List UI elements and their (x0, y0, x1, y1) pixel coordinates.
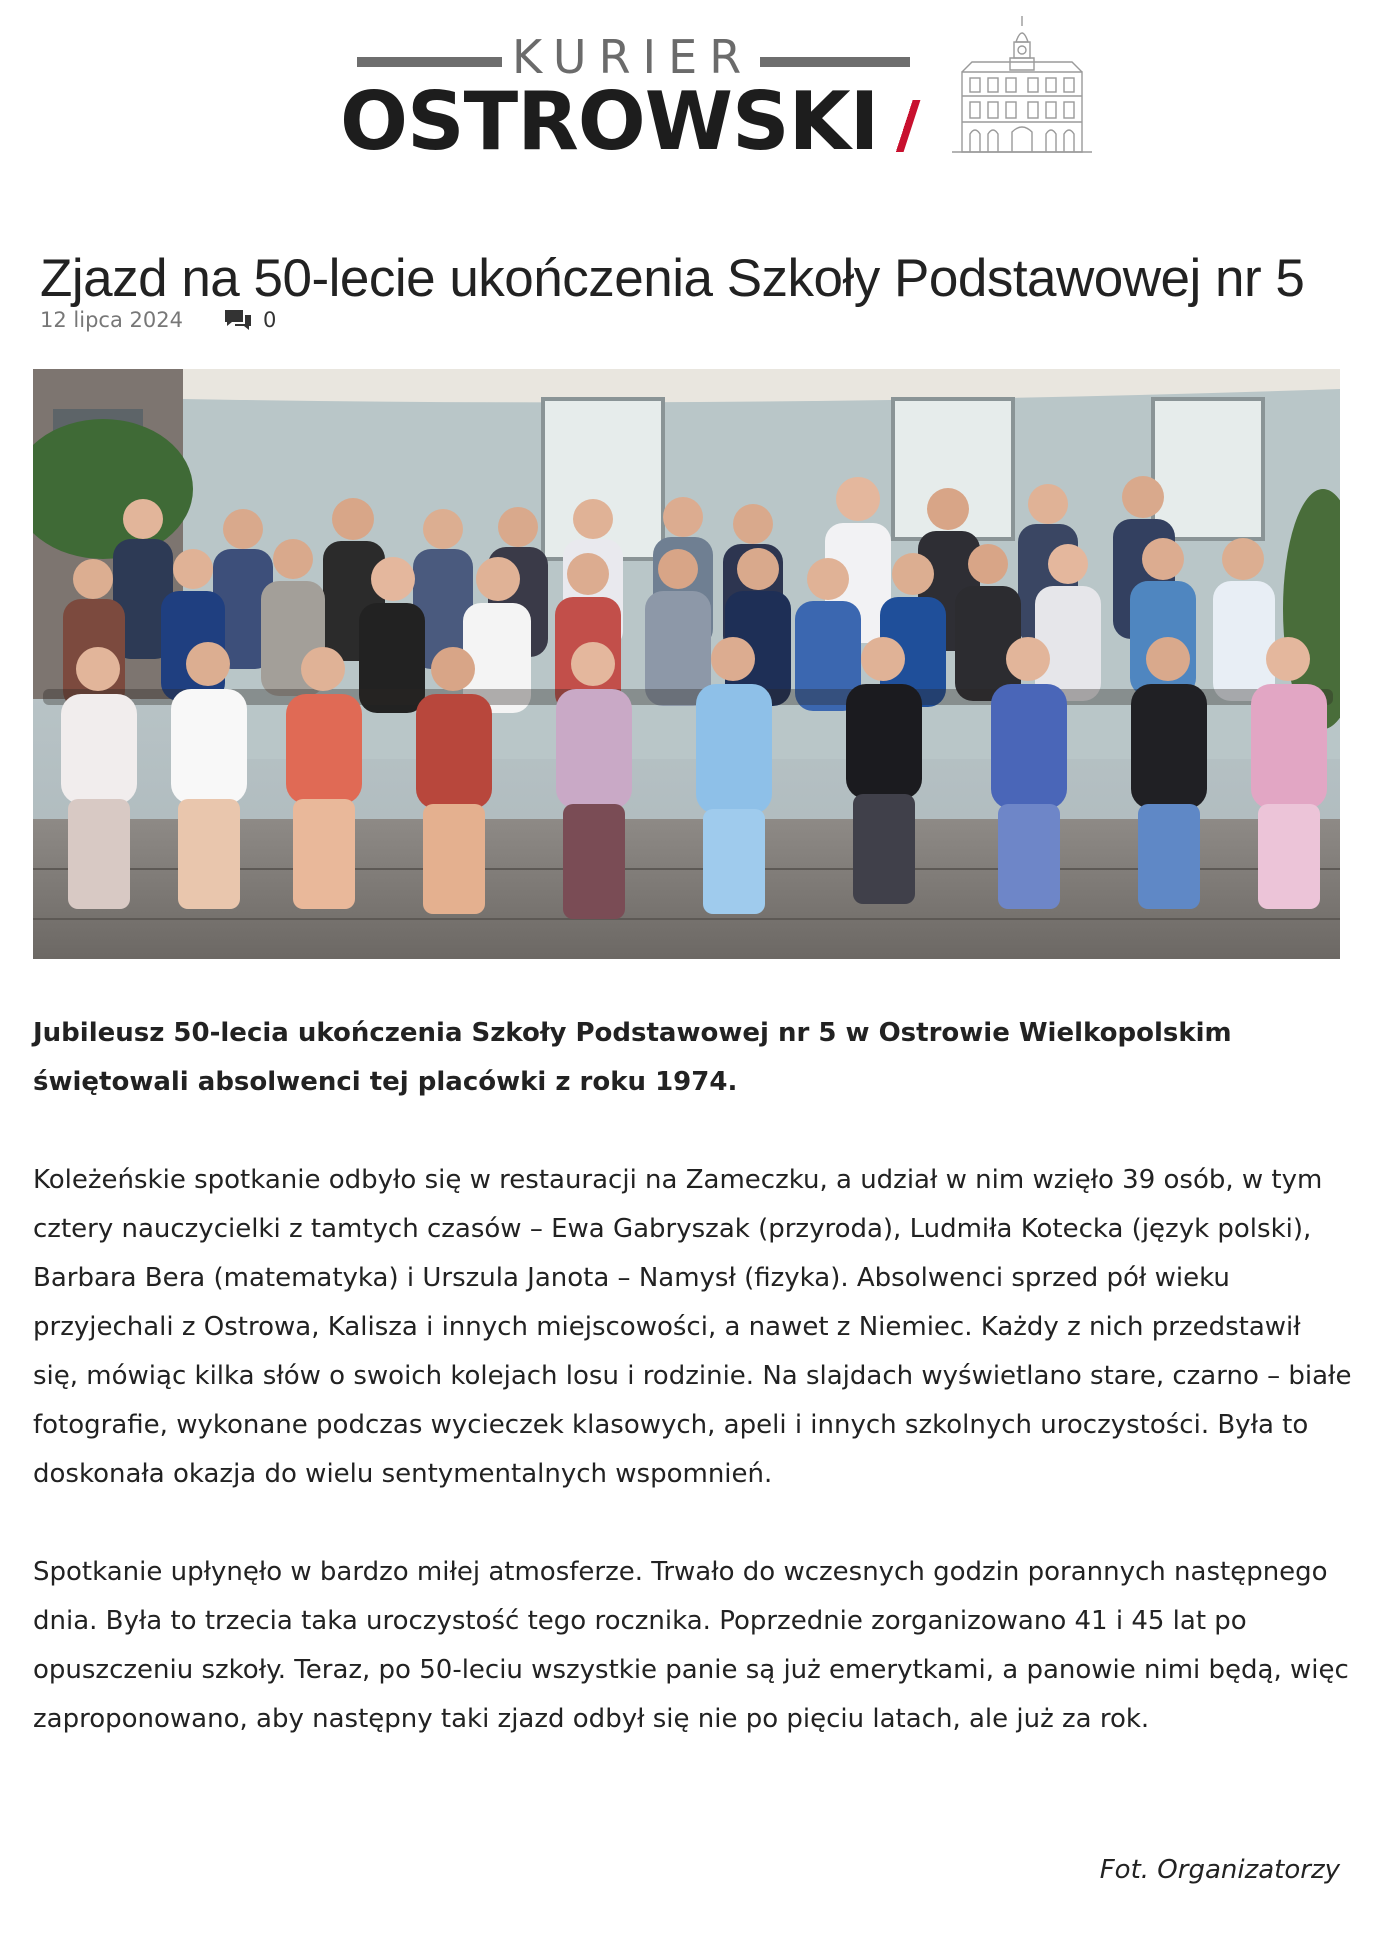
photo-credit: Fot. Organizatorzy (1099, 1855, 1340, 1885)
logo-ostrowski-text: OSTROWSKI (340, 75, 879, 168)
group-photo-image (33, 369, 1340, 959)
article-paragraph-2: Spotkanie upłynęło w bardzo miłej atmosferze. Trwało do wczesnych godzin porannych następnego dnia. Była to trzecia taka uroczystość tego rocznika. Poprzednie zorganizowano 41 i 45 lat po opuszczeniu szkoły. Teraz, po 50-leciu wszystkie panie są już emerytkami, a panowie nimi będą, więc zaproponowano, aby następny taki zjazd odbył się nie po pięciu latach, ale już za rok. (33, 1557, 1349, 1734)
masthead[interactable] (0, 0, 1373, 170)
masthead-rule-right (760, 57, 910, 67)
group-photo (33, 369, 1340, 959)
article-title: Zjazd na 50-lecie ukończenia Szkoły Podstawowej nr 5 (40, 248, 1305, 308)
article-paragraph-1: Koleżeńskie spotkanie odbyło się w restauracji na Zameczku, a udział w nim wzięło 39 osób, w tym cztery nauczycielki z tamtych czasów – Ewa Gabryszak (przyroda), Ludmiła Kotecka (język polski), Barbara Bera (matematyka) i Urszula Janota – Namysł (fizyka). Absolwenci sprzed pół wieku przyjechali z Ostrowa, Kalisza i innych miejscowości, a nawet z Niemiec. Każdy z nich przedstawił się, mówiąc kilka słów o swoich kolejach losu i rodzinie. Na slajdach wyświetlano stare, czarno – białe fotografie, wykonane podczas wycieczek klasowych, apeli i innych szkolnych uroczystości. Była to doskonała okazja do wielu sentymentalnych wspomnień. (33, 1165, 1352, 1489)
comment-count[interactable]: 0 (262, 308, 277, 332)
logo-kurier-text: KURIER (512, 30, 754, 84)
masthead-rule-left (357, 57, 502, 67)
article-lead: Jubileusz 50-lecia ukończenia Szkoły Podstawowej nr 5 w Ostrowie Wielkopolskim świętowali absolwenci tej placówki z roku 1974. (33, 1018, 1232, 1097)
publish-date: 12 lipca 2024 (40, 308, 183, 332)
article-body (33, 1009, 1353, 1793)
article-meta (40, 305, 276, 335)
comments-icon[interactable] (223, 308, 253, 332)
town-hall-icon (948, 12, 1096, 160)
